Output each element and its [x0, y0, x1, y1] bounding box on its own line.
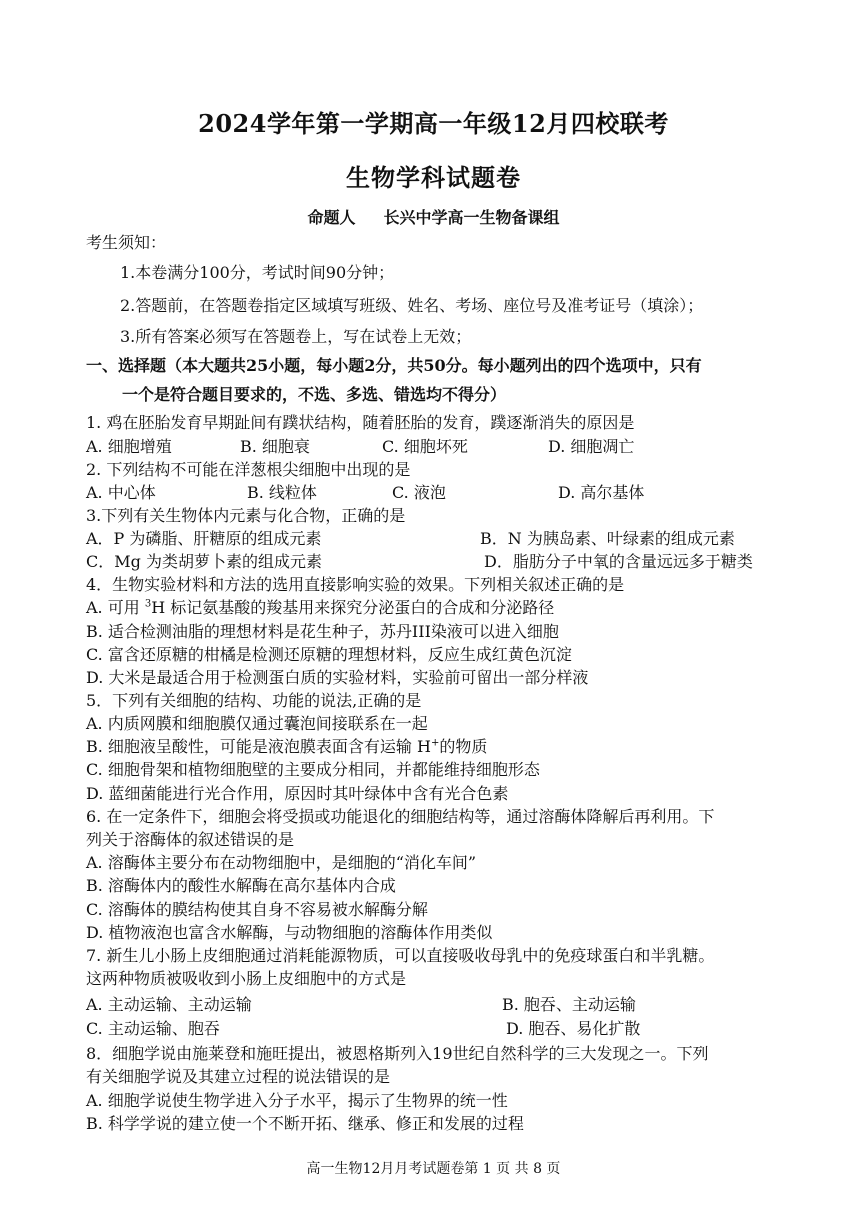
question-8-option-a: A. 细胞学说使生物学进入分子水平，揭示了生物界的统一性: [86, 1091, 508, 1110]
question-5-option-b: [86, 736, 487, 758]
question-1-option-a: A. 细胞增殖: [86, 437, 172, 456]
question-6-option-a: A. 溶酶体主要分布在动物细胞中，是细胞的“消化车间”: [86, 853, 477, 872]
option-b-prefix: B. 细胞液呈酸性，可能是液泡膜表面含有运输 H: [86, 737, 431, 756]
question-7-stem-line2: 这两种物质被吸收到小肠上皮细胞中的方式是: [86, 969, 407, 988]
question-5-option-d: D. 蓝细菌能进行光合作用，原因时其叶绿体中含有光合色素: [86, 784, 509, 803]
question-6-stem-line2: 列关于溶酶体的叙述错误的是: [86, 830, 295, 849]
question-4-option-a: [86, 597, 554, 619]
page-footer: 高一生物12月月考试题卷第 1 页 共 8 页: [306, 1161, 561, 1177]
question-4-stem: 4．生物实验材料和方法的选用直接影响实验的效果。下列相关叙述正确的是: [86, 575, 625, 594]
question-5-option-c: C. 细胞骨架和植物细胞壁的主要成分相同，并都能维持细胞形态: [86, 760, 540, 779]
question-1-option-c: C. 细胞坏死: [382, 437, 468, 456]
question-3-option-d: D．脂肪分子中氧的含量远远多于糖类: [484, 552, 753, 571]
exam-author-line: [0, 205, 867, 228]
exam-title: 2024学年第一学期高一年级12月四校联考: [198, 109, 669, 138]
question-7-option-a: A. 主动运输、主动运输: [86, 995, 252, 1014]
question-3-option-b: B．N 为胰岛素、叶绿素的组成元素: [480, 529, 735, 548]
question-2-option-d: D. 高尔基体: [558, 483, 645, 502]
option-a-rest: H 标记氨基酸的羧基用来探究分泌蛋白的合成和分泌路径: [151, 598, 555, 617]
exam-subtitle: 生物学科试题卷: [346, 163, 521, 192]
question-4-option-b: B. 适合检测油脂的理想材料是花生种子，苏丹III染液可以进入细胞: [86, 622, 559, 641]
question-3-option-c: C．Mg 为类胡萝卜素的组成元素: [86, 552, 322, 571]
question-7-stem-line1: 7. 新生儿小肠上皮细胞通过消耗能源物质，可以直接吸收母乳中的免疫球蛋白和半乳糖。: [86, 946, 715, 965]
author-label: 命题人: [307, 208, 356, 227]
question-4-option-d: D. 大米是最适合用于检测蛋白质的实验材料，实验前可留出一部分样液: [86, 668, 589, 687]
notice-item-1: 1.本卷满分100分，考试时间90分钟；: [120, 263, 395, 282]
option-b-rest: 的物质: [439, 737, 488, 756]
question-6-option-d: D. 植物液泡也富含水解酶，与动物细胞的溶酶体作用类似: [86, 923, 493, 942]
question-8-option-b: B. 科学学说的建立使一个不断开拓、继承、修正和发展的过程: [86, 1114, 524, 1133]
question-7-option-d: D. 胞吞、易化扩散: [506, 1019, 641, 1038]
question-8-stem-line2: 有关细胞学说及其建立过程的说法错误的是: [86, 1067, 391, 1086]
question-6-option-c: C. 溶酶体的膜结构使其自身不容易被水解酶分解: [86, 900, 428, 919]
question-5-option-a: A. 内质网膜和细胞膜仅通过囊泡间接联系在一起: [86, 714, 428, 733]
question-2-option-c: C. 液泡: [392, 483, 446, 502]
question-7-option-b: B. 胞吞、主动运输: [502, 995, 636, 1014]
option-a-prefix: A. 可用: [86, 598, 140, 617]
question-7-option-c: C. 主动运输、胞吞: [86, 1019, 220, 1038]
question-2-option-a: A. 中心体: [86, 483, 156, 502]
author-name: 长兴中学高一生物备课组: [383, 208, 560, 227]
question-1-option-b: B. 细胞衰: [240, 437, 310, 456]
question-6-option-b: B. 溶酶体内的酸性水解酶在高尔基体内合成: [86, 876, 396, 895]
question-3-option-a: A．P 为磷脂、肝糖原的组成元素: [86, 529, 322, 548]
question-8-stem-line1: 8．细胞学说由施莱登和施旺提出，被恩格斯列入19世纪自然科学的三大发现之一。下列: [86, 1044, 709, 1063]
question-1-option-d: D. 细胞凋亡: [548, 437, 635, 456]
notice-heading: 考生须知：: [86, 233, 167, 252]
question-3-stem: 3.下列有关生物体内元素与化合物，正确的是: [86, 506, 406, 525]
ion-superscript: +: [430, 737, 440, 749]
question-1-stem: 1. 鸡在胚胎发育早期趾间有蹼状结构，随着胚胎的发育，蹼逐渐消失的原因是: [86, 413, 635, 432]
question-2-option-b: B. 线粒体: [247, 483, 317, 502]
section-heading-line1: 一、选择题（本大题共25小题，每小题2分，共50分。每小题列出的四个选项中，只有: [86, 356, 702, 375]
notice-item-3: 3.所有答案必须写在答题卷上，写在试卷上无效；: [120, 327, 472, 346]
isotope-superscript: 3: [144, 598, 152, 610]
question-6-stem-line1: 6. 在一定条件下，细胞会将受损或功能退化的细胞结构等，通过溶酶体降解后再利用。下: [86, 807, 715, 826]
question-4-option-c: C. 富含还原糖的柑橘是检测还原糖的理想材料，反应生成红黄色沉淀: [86, 645, 572, 664]
notice-item-2: 2.答题前，在答题卷指定区域填写班级、姓名、考场、座位号及准考证号（填涂）；: [120, 296, 704, 315]
question-2-stem: 2. 下列结构不可能在洋葱根尖细胞中出现的是: [86, 460, 411, 479]
question-5-stem: 5．下列有关细胞的结构、功能的说法,正确的是: [86, 691, 422, 710]
section-heading-line2: 一个是符合题目要求的，不选、多选、错选均不得分）: [122, 385, 507, 404]
